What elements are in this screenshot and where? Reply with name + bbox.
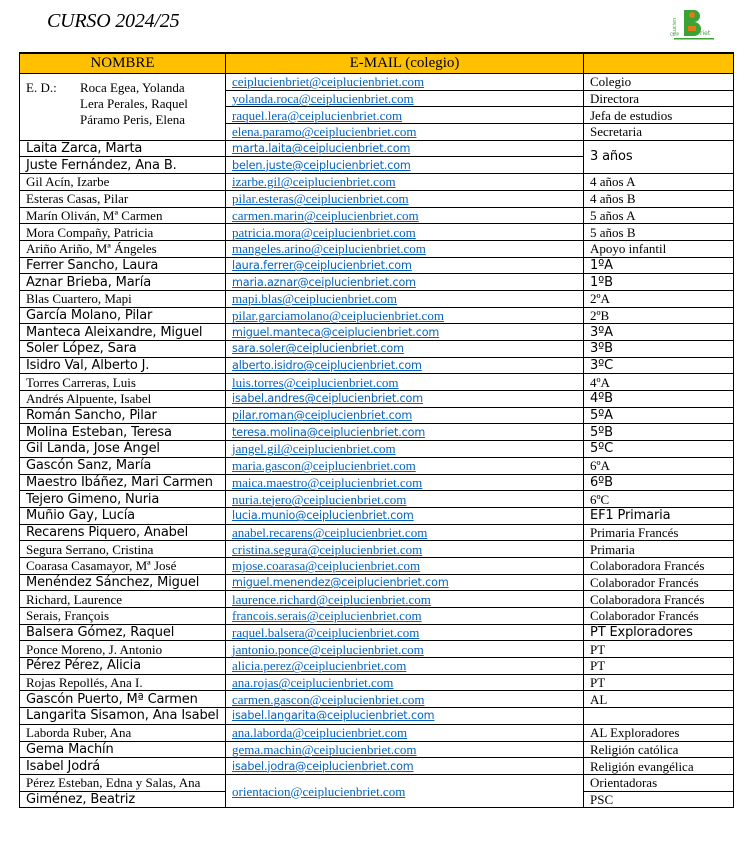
role-cell: 3 años (584, 140, 734, 173)
role-cell: 1ºA (584, 257, 734, 274)
email-link[interactable]: jantonio.ponce@ceiplucienbriet.com (232, 641, 424, 657)
email-link[interactable]: patricia.mora@ceiplucienbriet.com (232, 224, 416, 240)
role-cell: 3ºC (584, 357, 734, 374)
name-cell: Aznar Brieba, María (20, 274, 226, 291)
role-cell: 3ºA (584, 324, 734, 341)
header-name: NOMBRE (20, 53, 226, 74)
email-link[interactable]: isabel.andres@ceiplucienbriet.com (232, 392, 423, 406)
table-row (20, 224, 734, 241)
table-row (20, 708, 734, 725)
name-cell: Rojas Repollés, Ana I. (20, 674, 226, 691)
table-row (20, 591, 734, 608)
name-cell: Pérez Esteban, Edna y Salas, Ana (20, 774, 226, 791)
name-cell: Torres Carreras, Luis (20, 374, 226, 391)
email-link[interactable]: ana.laborda@ceiplucienbriet.com (232, 725, 408, 741)
ed-names-cell (20, 74, 226, 141)
name-cell: Segura Serrano, Cristina (20, 541, 226, 558)
role-cell: 5ºA (584, 407, 734, 424)
table-row (20, 257, 734, 274)
email-link[interactable]: miguel.manteca@ceiplucienbriet.com (232, 325, 440, 339)
name-cell: Isabel Jodrá (20, 758, 226, 775)
email-link[interactable]: maria.gascon@ceiplucienbriet.com (232, 458, 416, 474)
role-cell: PT (584, 641, 734, 658)
email-link[interactable]: mjose.coarasa@ceiplucienbriet.com (232, 558, 421, 574)
name-cell: Richard, Laurence (20, 591, 226, 608)
name-cell: Ariño Ariño, Mª Ángeles (20, 240, 226, 257)
table-row (20, 658, 734, 675)
role-cell: Colaboradora Francés (584, 591, 734, 608)
name-cell: Gascón Puerto, Mª Carmen (20, 691, 226, 708)
email-link[interactable]: sara.soler@ceiplucienbriet.com (232, 342, 404, 356)
role-cell: 2ºB (584, 307, 734, 324)
role-cell: Colaborador Francés (584, 574, 734, 591)
ed-name: Páramo Peris, Elena (80, 112, 186, 127)
table-row (20, 374, 734, 391)
email-link[interactable]: laurence.richard@ceiplucienbriet.com (232, 591, 431, 607)
role-cell: 5 años A (584, 207, 734, 224)
document-title: CURSO 2024/25 (47, 10, 180, 32)
table-row (20, 274, 734, 291)
role-cell: 5ºC (584, 441, 734, 458)
role-cell: Colegio (584, 74, 734, 91)
table-row (20, 424, 734, 441)
table-row (20, 724, 734, 741)
email-link[interactable]: teresa.molina@ceiplucienbriet.com (232, 425, 426, 439)
role-cell: Religión evangélica (584, 758, 734, 775)
name-cell: Gil Landa, Jose Ángel (20, 441, 226, 458)
role-cell: 5 años B (584, 224, 734, 241)
table-row (20, 541, 734, 558)
name-cell: Manteca Aleixandre, Miguel (20, 324, 226, 341)
table-row (20, 324, 734, 341)
email-link[interactable]: laura.ferrer@ceiplucienbriet.com (232, 258, 412, 272)
name-cell: Langarita Sisamon, Ana Isabel (20, 708, 226, 725)
name-cell: Gema Machín (20, 741, 226, 758)
table-row (20, 190, 734, 207)
name-cell: Marín Oliván, Mª Carmen (20, 207, 226, 224)
name-cell: Balsera Gómez, Raquel (20, 624, 226, 641)
role-cell: 3ºB (584, 341, 734, 358)
role-cell: 1ºB (584, 274, 734, 291)
role-cell: 5ºB (584, 424, 734, 441)
role-cell: Primaria (584, 541, 734, 558)
school-logo (668, 6, 720, 42)
name-cell: Ponce Moreno, J. Antonio (20, 641, 226, 658)
role-cell: Directora (584, 90, 734, 107)
role-cell: PT (584, 658, 734, 675)
email-link[interactable]: anabel.recarens@ceiplucienbriet.com (232, 524, 428, 540)
table-row (20, 441, 734, 458)
table-row (20, 240, 734, 257)
table-row (20, 624, 734, 641)
role-cell: Colaborador Francés (584, 608, 734, 625)
email-link[interactable]: mapi.blas@ceiplucienbriet.com (232, 291, 398, 307)
header-role (584, 53, 734, 74)
email-link[interactable]: ana.rojas@ceiplucienbriet.com (232, 675, 394, 691)
role-cell: AL Exploradores (584, 724, 734, 741)
role-cell: Colaboradora Francés (584, 557, 734, 574)
name-cell: Laborda Ruber, Ana (20, 724, 226, 741)
table-row (20, 674, 734, 691)
role-cell: 4ºB (584, 391, 734, 408)
email-link[interactable]: nuria.tejero@ceiplucienbriet.com (232, 491, 407, 507)
table-row (20, 307, 734, 324)
table-row (20, 290, 734, 307)
table-row (20, 758, 734, 775)
email-link[interactable]: maria.aznar@ceiplucienbriet.com (232, 275, 416, 289)
role-cell: Apoyo infantil (584, 240, 734, 257)
role-cell: 6ºC (584, 491, 734, 508)
name-cell: Giménez, Beatriz (20, 791, 226, 808)
table-row (20, 524, 734, 541)
email-link[interactable]: isabel.langarita@ceiplucienbriet.com (232, 709, 435, 723)
role-cell: Secretaria (584, 124, 734, 141)
svg-text:riet: riet (700, 30, 711, 37)
email-link[interactable]: miguel.menendez@ceiplucienbriet.com (232, 575, 449, 589)
name-cell: Menéndez Sánchez, Miguel (20, 574, 226, 591)
email-link[interactable]: isabel.jodra@ceiplucienbriet.com (232, 759, 414, 773)
table-row (20, 741, 734, 758)
svg-text:CEIP: CEIP (670, 32, 679, 37)
name-cell: Coarasa Casamayor, Mª José (20, 557, 226, 574)
name-cell: Recarens Piquero, Anabel (20, 524, 226, 541)
name-cell: Molina Esteban, Teresa (20, 424, 226, 441)
role-cell: Religión católica (584, 741, 734, 758)
table-row (20, 774, 734, 791)
staff-email-table (19, 52, 734, 808)
role-cell (584, 708, 734, 725)
table-row (20, 507, 734, 524)
table-row (20, 140, 734, 157)
email-link[interactable]: ceiplucienbriet@ceiplucienbriet.com (232, 74, 425, 90)
name-cell: Román Sancho, Pilar (20, 407, 226, 424)
name-cell: Esteras Casas, Pilar (20, 190, 226, 207)
header-email: E-MAIL (colegio) (226, 53, 584, 74)
role-cell: AL (584, 691, 734, 708)
role-cell: 2ºA (584, 290, 734, 307)
table-row (20, 574, 734, 591)
email-link[interactable]: orientacion@ceiplucienbriet.com (232, 783, 406, 799)
svg-text:Lucien: Lucien (672, 17, 678, 34)
table-row (20, 407, 734, 424)
role-cell: PSC (584, 791, 734, 808)
ed-label: E. D.: (26, 80, 57, 95)
table-row (20, 474, 734, 491)
table-row (20, 557, 734, 574)
name-cell: García Molano, Pilar (20, 307, 226, 324)
table-row (20, 691, 734, 708)
table-row (20, 207, 734, 224)
role-cell: Primaria Francés (584, 524, 734, 541)
email-link[interactable]: pilar.garciamolano@ceiplucienbriet.com (232, 307, 444, 323)
email-link[interactable]: alicia.perez@ceiplucienbriet.com (232, 658, 407, 674)
name-cell: Laita Zarca, Marta (20, 140, 226, 157)
email-link[interactable]: carmen.marin@ceiplucienbriet.com (232, 207, 419, 223)
email-link[interactable]: raquel.balsera@ceiplucienbriet.com (232, 625, 420, 641)
table-header-row (20, 53, 734, 74)
name-cell: Serais, François (20, 608, 226, 625)
table-row (20, 357, 734, 374)
email-link[interactable]: marta.laita@ceiplucienbriet.com (232, 142, 411, 156)
role-cell: 4 años B (584, 190, 734, 207)
role-cell: EF1 Primaria (584, 507, 734, 524)
email-link[interactable]: raquel.lera@ceiplucienbriet.com (232, 107, 403, 123)
email-link[interactable]: belen.juste@ceiplucienbriet.com (232, 158, 411, 172)
role-cell: 4 años A (584, 174, 734, 191)
role-cell: 4ºA (584, 374, 734, 391)
email-link[interactable]: luis.torres@ceiplucienbriet.com (232, 374, 399, 390)
name-cell: Andrés Alpuente, Isabel (20, 391, 226, 408)
email-link[interactable]: lucia.munio@ceiplucienbriet.com (232, 509, 414, 523)
table-row (20, 74, 734, 91)
email-link[interactable]: gema.machin@ceiplucienbriet.com (232, 741, 417, 757)
ed-name: Lera Perales, Raquel (80, 96, 188, 111)
role-cell: Orientadoras (584, 774, 734, 791)
role-cell: 6ºB (584, 474, 734, 491)
name-cell: Tejero Gimeno, Nuria (20, 491, 226, 508)
name-cell: Gascón Sanz, María (20, 457, 226, 474)
name-cell: Isidro Val, Alberto J. (20, 357, 226, 374)
email-link[interactable]: izarbe.gil@ceiplucienbriet.com (232, 174, 396, 190)
name-cell: Maestro Ibáñez, Mari Carmen (20, 474, 226, 491)
email-link[interactable]: jangel.gil@ceiplucienbriet.com (232, 441, 396, 457)
table-row (20, 341, 734, 358)
email-link[interactable]: mangeles.arino@ceiplucienbriet.com (232, 241, 426, 257)
name-cell: Ferrer Sancho, Laura (20, 257, 226, 274)
email-link[interactable]: pilar.esteras@ceiplucienbriet.com (232, 191, 409, 207)
table-row (20, 391, 734, 408)
name-cell: Soler López, Sara (20, 341, 226, 358)
role-cell: 6ºA (584, 457, 734, 474)
table-row (20, 491, 734, 508)
role-cell: Jefa de estudios (584, 107, 734, 124)
school-logo-icon (668, 6, 720, 42)
role-cell: PT (584, 674, 734, 691)
email-link[interactable]: pilar.roman@ceiplucienbriet.com (232, 409, 413, 423)
email-link[interactable]: francois.serais@ceiplucienbriet.com (232, 608, 422, 624)
email-link[interactable]: alberto.isidro@ceiplucienbriet.com (232, 359, 422, 373)
table-row (20, 641, 734, 658)
name-cell: Juste Fernández, Ana B. (20, 157, 226, 174)
email-link[interactable]: carmen.gascon@ceiplucienbriet.com (232, 691, 425, 707)
table-row (20, 608, 734, 625)
name-cell: Mora Compañy, Patricia (20, 224, 226, 241)
email-link[interactable]: maica.maestro@ceiplucienbriet.com (232, 474, 423, 490)
email-link[interactable]: yolanda.roca@ceiplucienbriet.com (232, 91, 414, 107)
email-link[interactable]: elena.paramo@ceiplucienbriet.com (232, 124, 417, 140)
email-link[interactable]: cristina.segura@ceiplucienbriet.com (232, 541, 423, 557)
name-cell: Pérez Pérez, Alicia (20, 658, 226, 675)
table-row (20, 174, 734, 191)
name-cell: Gil Acín, Izarbe (20, 174, 226, 191)
name-cell: Blas Cuartero, Mapi (20, 290, 226, 307)
ed-name: Roca Egea, Yolanda (80, 80, 185, 95)
name-cell: Muñio Gay, Lucía (20, 507, 226, 524)
table-row (20, 457, 734, 474)
role-cell: PT Exploradores (584, 624, 734, 641)
